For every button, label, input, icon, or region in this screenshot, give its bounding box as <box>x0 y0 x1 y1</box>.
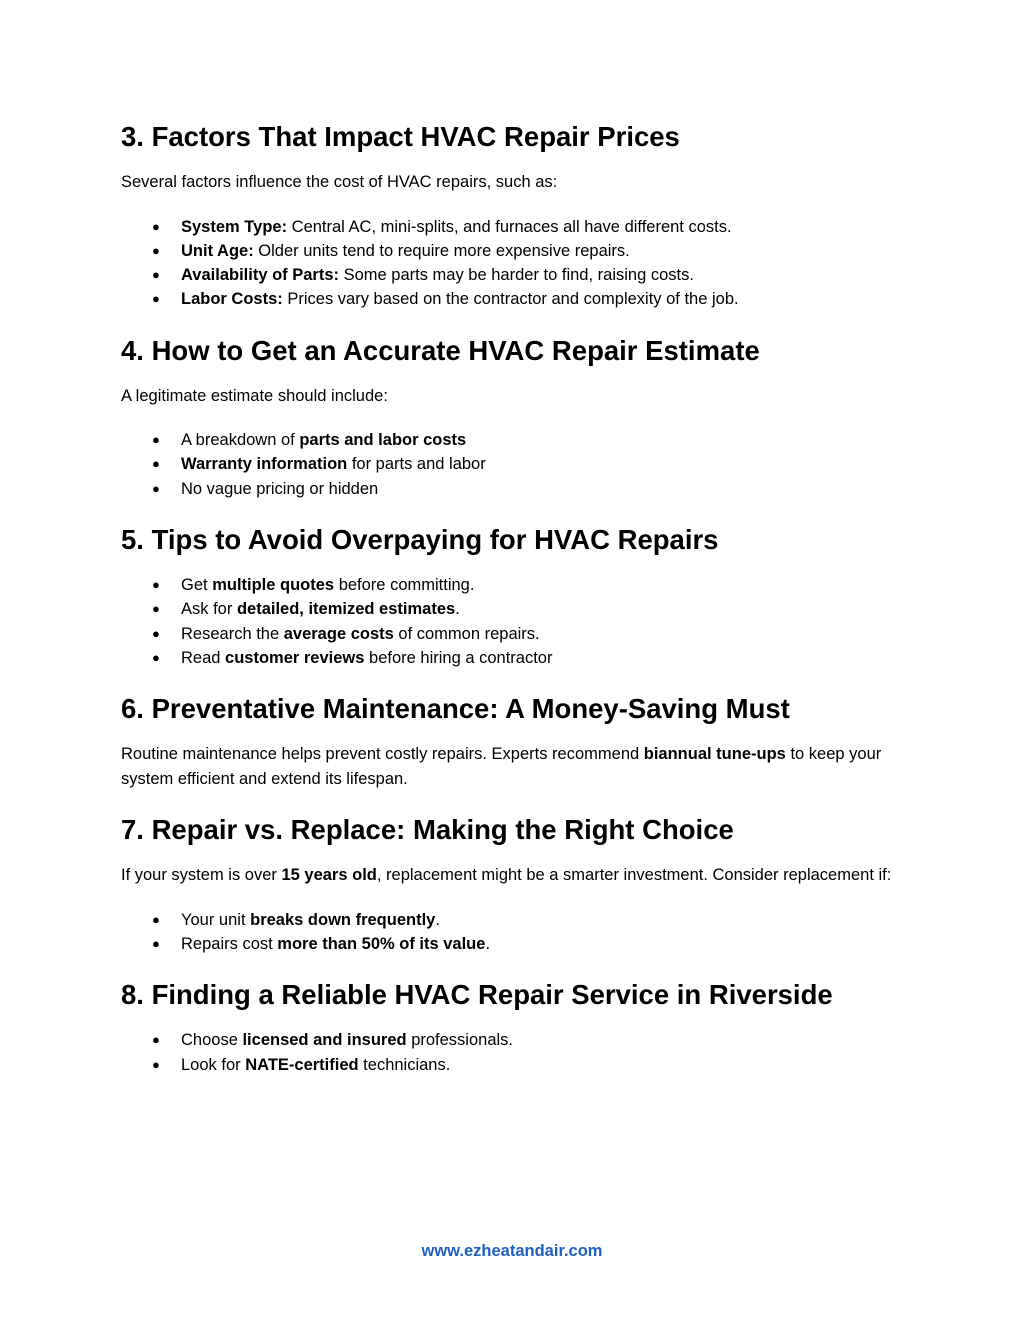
footer <box>0 1240 1024 1262</box>
text-run: before hiring a contractor <box>364 648 553 667</box>
text-run: Older units tend to require more expensive repairs. <box>253 241 630 260</box>
bold-text: NATE-certified <box>245 1055 359 1074</box>
bold-text: breaks down frequently <box>250 910 436 929</box>
text-run: A breakdown of <box>181 431 300 450</box>
text-run: Some parts may be harder to find, raising costs. <box>339 266 694 285</box>
list-item <box>121 597 911 621</box>
text-run: before committing. <box>334 576 475 595</box>
text-run: , replacement might be a smarter investment. Consider replacement if: <box>376 866 892 885</box>
section-heading: 3. Factors That Impact HVAC Repair Prices <box>121 121 680 152</box>
text-run: Ask for <box>181 600 237 619</box>
website-link[interactable]: www.ezheatandair.com <box>421 1242 603 1260</box>
list-item <box>121 646 911 670</box>
text-run: . <box>455 600 460 619</box>
list-item <box>121 908 911 932</box>
list-item <box>121 215 911 239</box>
bullet-list <box>121 215 911 312</box>
list-item <box>121 239 911 263</box>
bold-text: 15 years old <box>281 866 377 885</box>
text-run: Routine maintenance helps prevent costly repairs. Experts recommend <box>121 745 644 764</box>
section-heading: 5. Tips to Avoid Overpaying for HVAC Repairs <box>121 524 719 556</box>
bold-text: System Type: <box>181 217 288 236</box>
bullet-icon: ● <box>152 911 160 927</box>
text-run: technicians. <box>358 1055 451 1074</box>
bullet-icon: ● <box>152 649 160 665</box>
section-heading: 7. Repair vs. Replace: Making the Right Choice <box>121 814 734 846</box>
list-item <box>121 287 911 311</box>
bullet-icon: ● <box>152 1032 160 1048</box>
list-item <box>121 1053 911 1077</box>
section-heading: 6. Preventative Maintenance: A Money-Saving Must <box>121 693 790 725</box>
bold-text: Labor Costs: <box>181 290 283 309</box>
list-item <box>121 1028 911 1052</box>
bold-text: Availability of Parts: <box>181 266 340 285</box>
list-item <box>121 263 911 287</box>
section-paragraph <box>121 863 911 888</box>
text-run: to keep your system efficient and extend its lifespan. <box>121 745 882 788</box>
bold-text: biannual tune-ups <box>643 745 786 764</box>
text-run: . <box>485 935 491 954</box>
list-item <box>121 573 911 597</box>
bullet-list <box>121 573 911 670</box>
bullet-list <box>121 908 911 957</box>
bullet-icon: ● <box>152 456 160 472</box>
bold-text: customer reviews <box>225 648 365 667</box>
text-run: Research the <box>181 624 284 643</box>
bold-text: parts and labor costs <box>299 431 467 450</box>
list-item <box>121 932 911 956</box>
bold-text: Unit Age: <box>181 241 254 260</box>
list-item <box>121 477 911 501</box>
bullet-icon: ● <box>152 291 160 307</box>
text-run: Prices vary based on the contractor and complexity of the job. <box>282 290 739 309</box>
text-run: Choose <box>181 1031 243 1050</box>
bold-text: Warranty information <box>181 455 348 474</box>
bullet-icon: ● <box>152 625 160 641</box>
section-heading: 4. How to Get an Accurate HVAC Repair Estimate <box>121 334 760 366</box>
text-run: No vague pricing or hidden <box>181 479 379 498</box>
text-run: of common repairs. <box>393 624 540 643</box>
bold-text: average costs <box>283 624 394 643</box>
text-run: Repairs cost <box>181 935 278 954</box>
bold-text: detailed, itemized estimates <box>236 600 456 619</box>
text-run: Get <box>181 576 213 595</box>
bullet-icon: ● <box>152 242 160 258</box>
list-item <box>121 428 911 452</box>
text-run: for parts and labor <box>347 455 486 474</box>
text-run: Read <box>181 648 226 667</box>
bullet-icon: ● <box>152 432 160 448</box>
text-run: . <box>435 910 440 929</box>
bullet-icon: ● <box>152 267 160 283</box>
section-intro: Several factors influence the cost of HVAC repairs, such as: <box>121 173 558 191</box>
bullet-icon: ● <box>152 936 160 952</box>
text-run: Central AC, mini-splits, and furnaces all have different costs. <box>287 217 732 236</box>
text-run: professionals. <box>406 1031 513 1050</box>
bullet-list <box>121 428 911 501</box>
bullet-icon: ● <box>152 601 160 617</box>
document-content <box>121 118 911 1097</box>
bullet-icon: ● <box>152 577 160 593</box>
text-run: If your system is over <box>121 866 282 885</box>
bold-text: licensed and insured <box>242 1031 407 1050</box>
bullet-icon: ● <box>152 1056 160 1072</box>
list-item <box>121 622 911 646</box>
section-paragraph <box>121 742 911 791</box>
bullet-list <box>121 1028 911 1077</box>
bullet-icon: ● <box>152 218 160 234</box>
section-intro: A legitimate estimate should include: <box>121 386 388 405</box>
list-item <box>121 452 911 476</box>
text-run: Your unit <box>181 910 251 929</box>
text-run: Look for <box>181 1055 246 1074</box>
bold-text: multiple quotes <box>212 576 335 595</box>
section-heading: 8. Finding a Reliable HVAC Repair Service in Riverside <box>121 979 833 1011</box>
bullet-icon: ● <box>152 480 160 496</box>
bold-text: more than 50% of its value <box>277 935 486 954</box>
